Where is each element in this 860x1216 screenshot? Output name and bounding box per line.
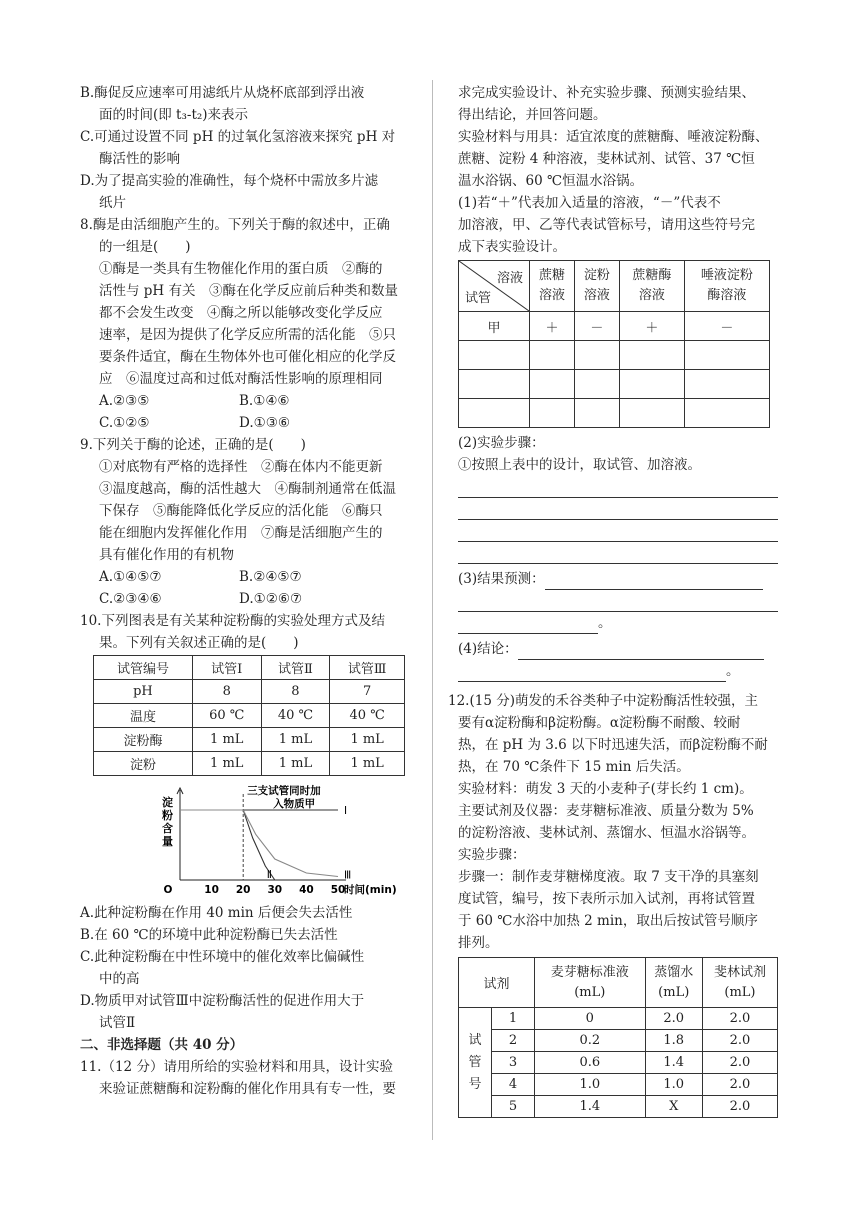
table-cell: 7: [330, 680, 405, 704]
q12-stem: 12.(15 分)萌发的禾谷类种子中淀粉酶活性较强，主: [448, 693, 758, 709]
table-cell: ＋: [530, 312, 575, 341]
y-axis-label: 量: [162, 835, 173, 848]
table-cell: 40 ℃: [261, 704, 330, 728]
q9-option-a: A.①④⑤⑦: [99, 569, 162, 585]
q11-design-table: [458, 260, 770, 428]
table-cell: 1.8: [645, 1030, 702, 1052]
q12-text: 要有α淀粉酶和β淀粉酶。α淀粉酶不耐酸、较耐: [458, 715, 741, 731]
q11-part3: [458, 568, 778, 590]
table-row: [94, 680, 405, 704]
table-cell: 1 mL: [330, 728, 405, 752]
q8-options-row2: [80, 412, 416, 434]
table-cell: 2: [492, 1030, 535, 1052]
y-axis-label: 含: [162, 822, 173, 835]
q8-line: 要条件适宜，酶在生物体外也可催化相应的化学反: [99, 349, 396, 365]
y-axis-label: 粉: [162, 809, 173, 822]
q11-part2: (2)实验步骤：: [458, 435, 545, 451]
table-cell: 2.0: [702, 1008, 777, 1030]
q10-option-d: D.物质甲对试管Ⅲ中淀粉酶活性的促进作用大于: [80, 993, 365, 1009]
q10-option-d-cont: 试管Ⅱ: [99, 1015, 136, 1031]
q11-stem-cont: 来验证蔗糖酶和淀粉酶的催化作用具有专一性，要: [99, 1081, 396, 1097]
q10-table: [93, 655, 405, 776]
q8-line: 应 ⑥温度过高和过低对酶活性影响的原理相同: [99, 371, 383, 387]
q7-option-b-cont: 面的时间(即 t₃-t₂)来表示: [99, 107, 249, 123]
right-column: [448, 82, 778, 1118]
q11-part4: [458, 638, 778, 660]
table-cell: 40 ℃: [330, 704, 405, 728]
table-cell: 2.0: [702, 1074, 777, 1096]
table-header-cell: 试管Ⅲ: [330, 656, 405, 680]
q9-line: ③温度越高，酶的活性越大 ④酶制剂通常在低温: [99, 481, 396, 497]
diag-bottom-label: 试管: [465, 291, 492, 306]
series-label: Ⅰ: [344, 805, 348, 817]
q8-options-row1: [80, 390, 416, 412]
table-cell: 1 mL: [330, 752, 405, 776]
table-cell: 甲: [459, 312, 530, 341]
table-row: [459, 1052, 778, 1074]
x-tick-label: 20: [235, 884, 251, 896]
table-cell: 2.0: [702, 1052, 777, 1074]
answer-line[interactable]: [458, 520, 778, 542]
table-cell: 5: [492, 1096, 535, 1118]
table-cell: 8: [261, 680, 330, 704]
q11-stem: 11.（12 分）请用所给的实验材料和用具，设计实验: [80, 1059, 393, 1075]
q11-materials: 温水浴锅、60 ℃恒温水浴锅。: [458, 173, 644, 189]
q11-part4-label: (4)结论：: [458, 641, 518, 657]
x-tick-label: 10: [204, 884, 219, 896]
q8-stem-cont: 的一组是( ): [99, 239, 191, 255]
table-header-cell: 试剂: [459, 958, 535, 1008]
series-label: Ⅱ: [266, 869, 272, 881]
table-row: [459, 1008, 778, 1030]
q10-option-c: C.此种淀粉酶在中性环境中的催化效率比偏碱性: [80, 949, 365, 965]
x-tick-label: 30: [267, 884, 283, 896]
q9-line: 具有催化作用的有机物: [99, 547, 234, 563]
table-header-cell: 唾液淀粉 酶溶液: [684, 261, 769, 312]
table-header-cell: 试管Ⅰ: [192, 656, 261, 680]
q11-part3-label: (3)结果预测：: [458, 571, 545, 587]
q12-text: 热，在 70 ℃条件下 15 min 后失活。: [458, 759, 690, 775]
answer-line[interactable]: [458, 542, 778, 564]
q9-options-row1: [80, 566, 416, 588]
table-cell: 淀粉: [94, 752, 193, 776]
q11-part3-end: 。: [458, 612, 778, 634]
table-row: [459, 1096, 778, 1118]
q11-part1: 加溶液，甲、乙等代表试管标号，请用这些符号完: [458, 217, 755, 233]
starch-content-chart: [80, 782, 416, 900]
q7-option-b: B.酶促反应速率可用滤纸片从烧杯底部到浮出液: [80, 85, 365, 101]
q7-option-d-cont: 纸片: [99, 195, 126, 211]
table-cell: 60 ℃: [192, 704, 261, 728]
q9-option-b: B.②④⑤⑦: [239, 569, 302, 585]
q10-stem-cont: 果。下列有关叙述正确的是( ): [99, 635, 299, 651]
table-cell: 1 mL: [192, 728, 261, 752]
q8-line: 都不会发生改变 ④酶之所以能够改变化学反应: [99, 305, 383, 321]
q12-text: 于 60 ℃水浴中加热 2 min，取出后按试管号顺序: [458, 913, 758, 929]
table-row: [459, 312, 770, 341]
table-header-cell: 试管编号: [94, 656, 193, 680]
q10-stem: 10.下列图表是有关某种淀粉酶的实验处理方式及结: [80, 613, 385, 629]
table-header-cell: 麦芽糖标准液 (mL): [535, 958, 646, 1008]
table-cell: X: [645, 1096, 702, 1118]
q12-text: 步骤一：制作麦芽糖梯度液。取 7 支干净的具塞刻: [458, 869, 759, 885]
table-header-cell: 蔗糖 溶液: [530, 261, 575, 312]
table-header-cell: 淀粉 溶液: [574, 261, 619, 312]
table-row: [459, 1074, 778, 1096]
chart-annotation: 入物质甲: [273, 798, 316, 810]
q12-text: 度试管，编号，按下表所示加入试剂，再将试管置: [458, 891, 755, 907]
section-heading: 二、非选择题（共 40 分）: [80, 1037, 244, 1053]
table-cell: 1 mL: [192, 752, 261, 776]
table-cell: 0.2: [535, 1030, 646, 1052]
table-cell: 1.4: [535, 1096, 646, 1118]
q11-step1: ①按照上表中的设计，取试管、加溶液。: [458, 457, 701, 473]
x-tick-label: 50: [330, 884, 346, 896]
q11-part4-end: 。: [458, 660, 778, 682]
q8-line: 活性与 pH 有关 ③酶在化学反应前后种类和数量: [99, 283, 398, 299]
table-header-cell: 斐林试剂 (mL): [702, 958, 777, 1008]
q12-text: 热，在 pH 为 3.6 以下时迅速失活，而β淀粉酶不耐: [458, 737, 768, 753]
q11-materials: 蔗糖、淀粉 4 种溶液，斐林试剂、试管、37 ℃恒: [458, 151, 755, 167]
chart-annotation: 三支试管同时加: [247, 785, 321, 797]
y-axis-label: 淀: [162, 796, 173, 809]
q8-line: 速率，是因为提供了化学反应所需的活化能 ⑤只: [99, 327, 396, 343]
table-cell: 温度: [94, 704, 193, 728]
table-header-cell: 蔗糖酶 溶液: [619, 261, 684, 312]
table-cell: 0: [535, 1008, 646, 1030]
x-axis-label: 时间(min): [344, 884, 397, 896]
table-cell: 2.0: [702, 1030, 777, 1052]
series-line: [180, 810, 338, 877]
q12-text: 实验步骤：: [458, 847, 526, 863]
q9-option-c: C.②③④⑥: [99, 591, 162, 607]
tube-number-side-header: 试 管 号: [459, 1008, 492, 1118]
answer-line[interactable]: [458, 476, 778, 498]
table-row: [459, 1030, 778, 1052]
table-cell: －: [684, 312, 769, 341]
q11-text: 得出结论，并回答问题。: [458, 107, 607, 123]
table-header-cell: 蒸馏水 (mL): [645, 958, 702, 1008]
table-cell: －: [574, 312, 619, 341]
table-row-empty[interactable]: [459, 399, 770, 428]
table-cell: 2.0: [645, 1008, 702, 1030]
table-cell: 淀粉酶: [94, 728, 193, 752]
diag-top-label: 溶液: [496, 271, 523, 286]
answer-line[interactable]: [458, 590, 778, 612]
q7-option-d: D.为了提高实验的准确性，每个烧杯中需放多片滤: [80, 173, 379, 189]
column-divider: [432, 80, 433, 1140]
q8-option-a: A.②③⑤: [99, 393, 150, 409]
q12-text: 主要试剂及仪器：麦芽糖标准液、质量分数为 5%: [458, 803, 754, 819]
table-cell: 1 mL: [261, 728, 330, 752]
q11-part1: (1)若“＋”代表加入适量的溶液，“－”代表不: [458, 195, 721, 211]
answer-blank[interactable]: [458, 665, 726, 682]
q9-line: ①对底物有严格的选择性 ②酶在体内不能更新: [99, 459, 383, 475]
table-row: [94, 704, 405, 728]
table-cell: pH: [94, 680, 193, 704]
q12-text: 排列。: [458, 935, 499, 951]
q11-text: 求完成实验设计、补充实验步骤、预测实验结果、: [458, 85, 755, 101]
x-tick-label: O: [163, 884, 173, 896]
q9-line: 下保存 ⑤酶能降低化学反应的活化能 ⑥酶只: [99, 503, 383, 519]
answer-blank[interactable]: [545, 573, 763, 590]
q9-stem: 9.下列关于酶的论述，正确的是( ): [80, 437, 306, 453]
q8-option-c: C.①②⑤: [99, 415, 150, 431]
table-row: [94, 752, 405, 776]
q11-part1: 成下表实验设计。: [458, 239, 566, 255]
q9-line: 能在细胞内发挥催化作用 ⑦酶是活细胞产生的: [99, 525, 383, 541]
q12-text: 的淀粉溶液、斐林试剂、蒸馏水、恒温水浴锅等。: [458, 825, 755, 841]
q10-option-b: B.在 60 ℃的环境中此种淀粉酶已失去活性: [80, 927, 338, 943]
series-line: [180, 810, 275, 880]
series-label: Ⅲ: [344, 869, 352, 882]
table-cell: 8: [192, 680, 261, 704]
table-cell: 1: [492, 1008, 535, 1030]
table-header-cell: 试管Ⅱ: [261, 656, 330, 680]
table-cell: 1.4: [645, 1052, 702, 1074]
q12-text: 实验材料：萌发 3 天的小麦种子(芽长约 1 cm)。: [458, 781, 753, 797]
q12-table: [458, 957, 778, 1118]
table-cell: 2.0: [702, 1096, 777, 1118]
q8-line: ①酶是一类具有生物催化作用的蛋白质 ②酶的: [99, 261, 383, 277]
q9-option-d: D.①②⑥⑦: [239, 591, 303, 607]
table-cell: 1 mL: [261, 752, 330, 776]
answer-line[interactable]: [458, 498, 778, 520]
table-cell: ＋: [619, 312, 684, 341]
q10-option-a: A.此种淀粉酶在作用 40 min 后便会失去活性: [80, 905, 353, 921]
q7-option-c-cont: 酶活性的影响: [99, 151, 180, 167]
q8-option-d: D.①③⑥: [239, 415, 290, 431]
q8-option-b: B.①④⑥: [239, 393, 290, 409]
table-row-empty[interactable]: [459, 341, 770, 370]
answer-blank[interactable]: [518, 643, 764, 660]
table-cell: 0.6: [535, 1052, 646, 1074]
answer-blank[interactable]: [458, 617, 598, 634]
table-cell: 4: [492, 1074, 535, 1096]
table-cell: 1.0: [535, 1074, 646, 1096]
q9-options-row2: [80, 588, 416, 610]
table-row-empty[interactable]: [459, 370, 770, 399]
table-row: [94, 728, 405, 752]
diagonal-header-cell: [459, 261, 530, 312]
q8-stem: 8.酶是由活细胞产生的。下列关于酶的叙述中，正确: [80, 217, 390, 233]
x-tick-label: 40: [299, 884, 314, 896]
table-cell: 1.0: [645, 1074, 702, 1096]
q11-materials: 实验材料与用具：适宜浓度的蔗糖酶、唾液淀粉酶、: [458, 129, 769, 145]
q10-option-c-cont: 中的高: [99, 971, 140, 987]
table-cell: 3: [492, 1052, 535, 1074]
left-column: [80, 82, 416, 1100]
q7-option-c: C.可通过设置不同 pH 的过氧化氢溶液来探究 pH 对: [80, 129, 396, 145]
